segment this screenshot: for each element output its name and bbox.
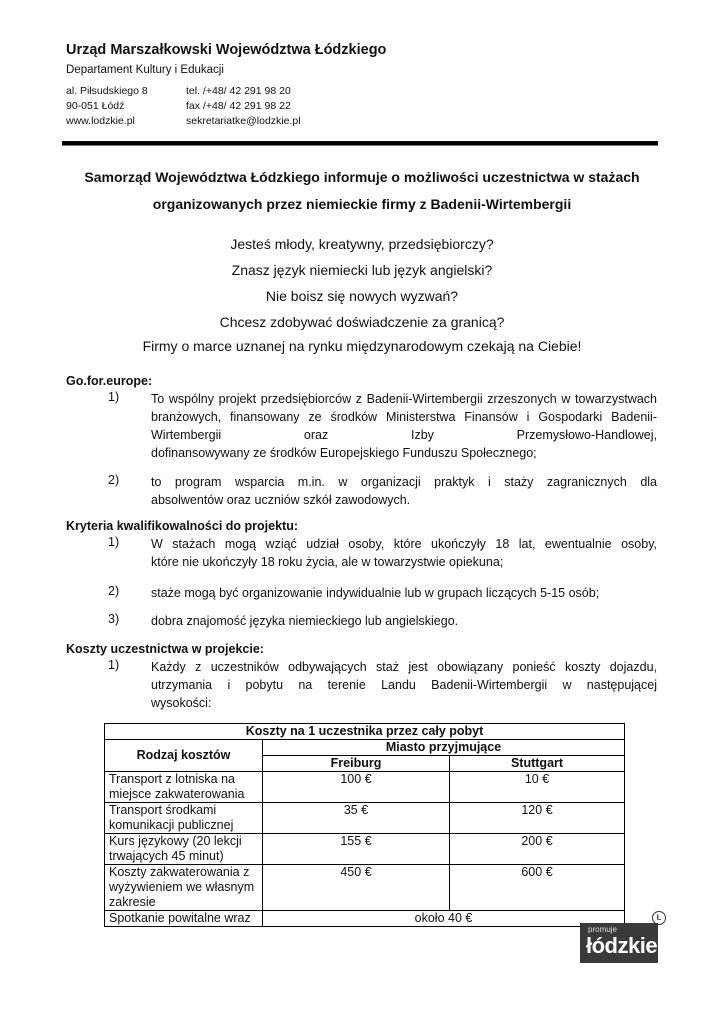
intro-line: Firmy o marce uznanej na rynku międzynarodowym czekają na Ciebie! (142, 338, 582, 354)
list-item (151, 535, 657, 571)
list-item-text: To wspólny projekt przedsiębiorców z Badenii-Wirtembergii zrzeszonych w towarzystwach branżowych, finansowany ze środków Ministerstwa Finansów i Gospodarki Badenii-Wirtembergii oraz Izby Przemysłowo-Handlowej, (151, 392, 657, 442)
section-title-goforeurope: Go.for.europe: (66, 374, 153, 388)
page-heading-line: Samorząd Województwa Łódzkiego informuje o możliwości uczestnictwa w stażach (84, 169, 640, 185)
list-item (151, 473, 657, 509)
email-link[interactable]: sekretariatke@lodzkie.pl (186, 115, 301, 127)
list-number: 2) (108, 584, 120, 598)
row-label: Transport środkami komunikacji publicznej (105, 803, 263, 834)
list-item-text-last: dofinansowywany ze środków Europejskiego Funduszu Społecznego; (151, 446, 537, 460)
cell-freiburg: 35 € (263, 803, 450, 834)
table-row (105, 911, 625, 927)
row-label: Kurs językowy (20 lekcji trwających 45 minut) (105, 834, 263, 865)
logo-mark-icon: Ł (652, 911, 666, 925)
promuje-lodzkie-logo (580, 923, 658, 963)
department-name: Departament Kultury i Edukacji (66, 64, 224, 76)
list-number: 3) (108, 612, 120, 626)
list-item (151, 658, 657, 712)
list-item-text: Każdy z uczestników odbywających staż jest obowiązany ponieść koszty dojazdu, utrzymania i pobytu na terenie Landu Badenii-Wirtembergii w następującej (151, 660, 657, 692)
table-row (105, 803, 625, 834)
list-item-text: dobra znajomość języka niemieckiego lub angielskiego. (151, 614, 459, 628)
list-item-text: W stażach mogą wziąć udział osoby, które ukończyły 18 lat, ewentualnie osoby, (151, 537, 657, 551)
fax-number: fax /+48/ 42 291 98 22 (186, 100, 291, 112)
list-number: 1) (108, 390, 120, 404)
row-label: Transport z lotniska na miejsce zakwaterowania (105, 772, 263, 803)
intro-line: Nie boisz się nowych wyzwań? (265, 288, 459, 304)
column-header-kind: Rodzaj kosztów (105, 740, 263, 772)
phone-number: tel. /+48/ 42 291 98 20 (186, 85, 291, 97)
section-title-kryteria: Kryteria kwalifikowalności do projektu: (66, 519, 299, 533)
column-header-city: Miasto przyjmujące (263, 740, 625, 756)
website-link[interactable]: www.lodzkie.pl (66, 115, 135, 127)
table-row (105, 772, 625, 803)
list-item (151, 390, 657, 462)
logo-big-text: łódzkie (586, 933, 658, 958)
cost-table (104, 723, 625, 927)
section-title-koszty: Koszty uczestnictwa w projekcie: (66, 642, 264, 656)
page-heading-line: organizowanych przez niemieckie firmy z Badenii-Wirtembergii (152, 196, 572, 212)
table-caption: Koszty na 1 uczestnika przez cały pobyt (105, 724, 625, 740)
intro-line: Znasz język niemiecki lub język angielski? (231, 262, 493, 278)
row-label: Koszty zakwaterowania z wyżywieniem we własnym zakresie (105, 865, 263, 911)
cell-stuttgart: 200 € (450, 834, 625, 865)
list-number: 2) (108, 473, 120, 487)
cell-freiburg: 450 € (263, 865, 450, 911)
header-divider (62, 141, 658, 146)
cell-both-cities: około 40 € (263, 911, 625, 927)
list-item-text: to program wsparcia m.in. w organizacji praktyk i staży zagranicznych dla (151, 475, 657, 489)
address-line: 90-051 Łódź (66, 100, 125, 112)
list-item-text: staże mogą być organizowanie indywidualnie lub w grupach liczących 5-15 osób; (151, 586, 600, 600)
list-number: 1) (108, 658, 120, 672)
organization-title: Urząd Marszałkowski Województwa Łódzkiego (66, 42, 387, 58)
intro-line: Chcesz zdobywać doświadczenie za granicą? (219, 314, 505, 330)
table-row (105, 865, 625, 911)
cell-stuttgart: 600 € (450, 865, 625, 911)
cell-stuttgart: 10 € (450, 772, 625, 803)
column-header-freiburg: Freiburg (263, 756, 450, 772)
list-number: 1) (108, 535, 120, 549)
logo-small-text: promuje (588, 925, 617, 934)
cell-freiburg: 100 € (263, 772, 450, 803)
cell-stuttgart: 120 € (450, 803, 625, 834)
table-row (105, 834, 625, 865)
address-line: al. Piłsudskiego 8 (66, 85, 148, 97)
row-label: Spotkanie powitalne wraz (105, 911, 263, 927)
column-header-stuttgart: Stuttgart (450, 756, 625, 772)
list-item-text-last: które nie ukończyły 18 roku życia, ale w towarzystwie opiekuna; (151, 555, 504, 569)
intro-line: Jesteś młody, kreatywny, przedsiębiorczy? (230, 236, 494, 252)
list-item-text-last: wysokości: (151, 696, 212, 710)
cell-freiburg: 155 € (263, 834, 450, 865)
list-item-text-last: absolwentów oraz uczniów szkół zawodowych. (151, 493, 411, 507)
